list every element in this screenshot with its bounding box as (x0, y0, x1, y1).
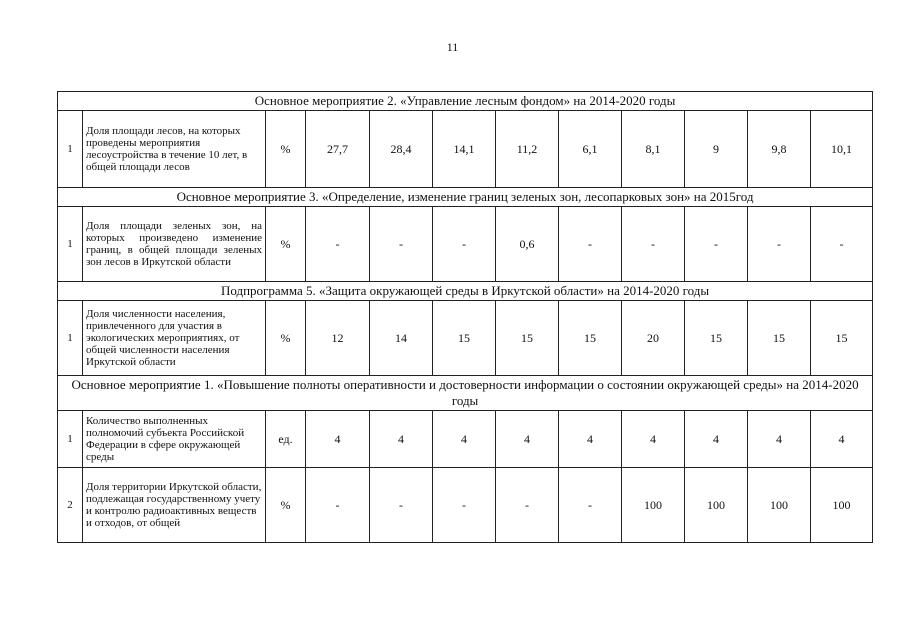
value-cell: 10,1 (811, 111, 873, 188)
value-cell: 15 (559, 301, 622, 376)
value-cell: 4 (559, 411, 622, 468)
value-cell: 4 (496, 411, 559, 468)
row-number: 1 (58, 111, 83, 188)
value-cell: 4 (306, 411, 370, 468)
indicators-table (57, 91, 873, 543)
value-cell: - (559, 468, 622, 543)
indicator-description: Доля площади зеленых зон, на которых произведено изменение границ, в общей площади зеленых зон лесов в Иркутской области (83, 207, 266, 282)
value-cell: 9 (685, 111, 748, 188)
value-cell: - (306, 468, 370, 543)
row-number: 2 (58, 468, 83, 543)
value-cell: 15 (811, 301, 873, 376)
value-cell: - (496, 468, 559, 543)
section-title: Основное мероприятие 2. «Управление лесным фондом» на 2014-2020 годы (58, 92, 873, 111)
value-cell: 0,6 (496, 207, 559, 282)
value-cell: - (306, 207, 370, 282)
value-cell: 100 (748, 468, 811, 543)
value-cell: 12 (306, 301, 370, 376)
value-cell: - (370, 207, 433, 282)
value-cell: 100 (685, 468, 748, 543)
value-cell: 100 (811, 468, 873, 543)
section-title: Основное мероприятие 3. «Определение, изменение границ зеленых зон, лесопарковых зон» на 2015год (58, 188, 873, 207)
value-cell: - (559, 207, 622, 282)
value-cell: 8,1 (622, 111, 685, 188)
value-cell: 15 (433, 301, 496, 376)
value-cell: 4 (811, 411, 873, 468)
unit-cell: % (266, 301, 306, 376)
value-cell: 4 (748, 411, 811, 468)
value-cell: 4 (685, 411, 748, 468)
value-cell: 9,8 (748, 111, 811, 188)
value-cell: - (685, 207, 748, 282)
value-cell: 14,1 (433, 111, 496, 188)
section-title: Основное мероприятие 1. «Повышение полноты оперативности и достоверности информации о состоянии окружающей среды» на 2014-2020 годы (58, 376, 873, 411)
value-cell: 4 (622, 411, 685, 468)
value-cell: - (622, 207, 685, 282)
row-number: 1 (58, 301, 83, 376)
row-number: 1 (58, 411, 83, 468)
unit-cell: % (266, 207, 306, 282)
value-cell: 15 (685, 301, 748, 376)
table-row (58, 207, 873, 282)
indicator-description: Количество выполненных полномочий субъекта Российской Федерации в сфере окружающей среды (83, 411, 266, 468)
indicator-description: Доля территории Иркутской области, подлежащая государственному учету и контролю радиоактивных веществ и отходов, от общей (83, 468, 266, 543)
value-cell: 4 (370, 411, 433, 468)
table-row (58, 111, 873, 188)
table-row (58, 468, 873, 543)
value-cell: - (748, 207, 811, 282)
row-number: 1 (58, 207, 83, 282)
value-cell: 15 (748, 301, 811, 376)
unit-cell: ед. (266, 411, 306, 468)
value-cell: 27,7 (306, 111, 370, 188)
page-number: 11 (446, 40, 459, 54)
unit-cell: % (266, 111, 306, 188)
section-title: Подпрограмма 5. «Защита окружающей среды в Иркутской области» на 2014-2020 годы (58, 282, 873, 301)
value-cell: 4 (433, 411, 496, 468)
section-row (58, 376, 873, 411)
indicator-description: Доля площади лесов, на которых проведены мероприятия лесоустройства в течение 10 лет, в общей площади лесов (83, 111, 266, 188)
section-row (58, 282, 873, 301)
value-cell: 20 (622, 301, 685, 376)
table-row (58, 411, 873, 468)
table-row (58, 301, 873, 376)
value-cell: 11,2 (496, 111, 559, 188)
value-cell: - (433, 468, 496, 543)
value-cell: - (370, 468, 433, 543)
value-cell: 28,4 (370, 111, 433, 188)
value-cell: - (433, 207, 496, 282)
value-cell: - (811, 207, 873, 282)
unit-cell: % (266, 468, 306, 543)
value-cell: 15 (496, 301, 559, 376)
indicator-description: Доля численности населения, привлеченного для участия в экологических мероприятиях, от общей численности населения Иркутской области (83, 301, 266, 376)
value-cell: 6,1 (559, 111, 622, 188)
value-cell: 100 (622, 468, 685, 543)
section-row (58, 92, 873, 111)
value-cell: 14 (370, 301, 433, 376)
section-row (58, 188, 873, 207)
